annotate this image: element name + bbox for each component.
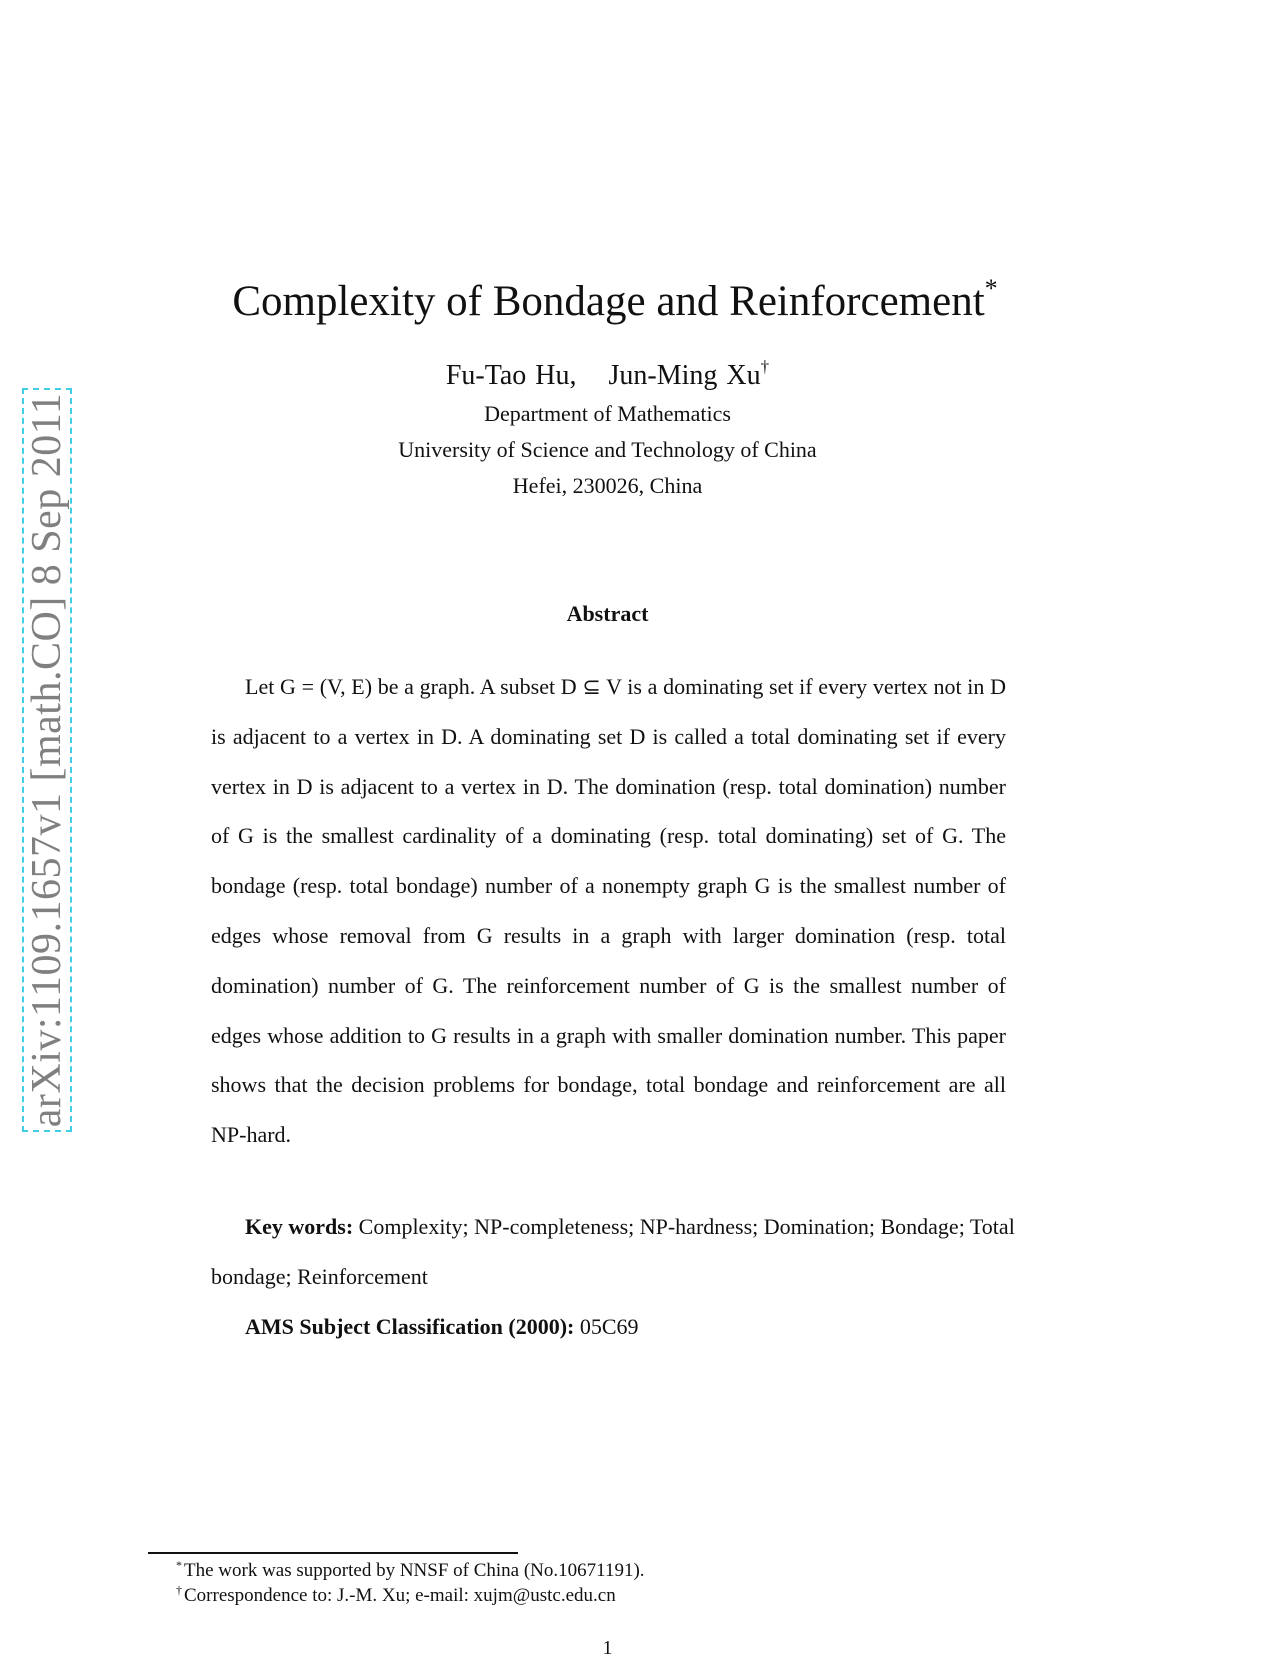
keywords-text: Complexity; NP-completeness; NP-hardness; Domination; Bondage; Total bondage; Reinforcement: [211, 1214, 1015, 1289]
ams-label: AMS Subject Classification (2000):: [245, 1314, 575, 1339]
keywords: [211, 1202, 1051, 1302]
affiliation-city: Hefei, 230026, China: [512, 473, 703, 498]
footnote-correspondence: [176, 1584, 1076, 1608]
footnote-funding: [176, 1559, 1076, 1583]
keywords-label: Key words:: [245, 1214, 354, 1239]
author-line: [0, 359, 1215, 393]
footnote-rule: [148, 1552, 518, 1554]
title-footnote-mark: *: [984, 274, 998, 303]
footnote-1-text: The work was supported by NNSF of China (No.10671191).: [184, 1560, 645, 1581]
abstract-body: Let G = (V, E) be a graph. A subset D ⊆ V is a dominating set if every vertex not in D is adjacent to a vertex in D. A dominating set D is called a total dominating set if every vertex in D is adjacent to a vertex in D. The domination (resp. total domination) number of G is the smallest cardinality of a dominating (resp. total dominating) set of G. The bondage (resp. total bondage) number of a nonempty graph G is the smallest number of edges whose removal from G results in a graph with larger domination (resp. total domination) number of G. The reinforcement number of G is the smallest number of edges whose addition to G results in a graph with smaller domination number. This paper shows that the decision problems for bondage, total bondage and reinforcement are all NP-hard.: [211, 674, 1006, 1148]
arxiv-stamp-text: arXiv:1109.1657v1 [math.CO] 8 Sep 2011: [24, 392, 71, 1128]
author-2-mark: †: [760, 357, 770, 376]
abstract-heading: Abstract: [566, 601, 649, 626]
page-number: 1: [602, 1637, 613, 1659]
ams-classification: [211, 1302, 1051, 1352]
author-1: Fu-Tao Hu,: [445, 360, 577, 391]
paper-title: [0, 276, 1230, 328]
ams-value: 05C69: [579, 1314, 639, 1339]
footnote-1-mark: *: [176, 1558, 182, 1572]
paper-title-text: Complexity of Bondage and Reinforcement: [232, 278, 985, 325]
author-2: Jun-Ming Xu: [608, 360, 761, 391]
affiliation-university: University of Science and Technology of China: [398, 437, 817, 462]
affiliation-department: Department of Mathematics: [484, 401, 731, 426]
footnote-2-text: Correspondence to: J.-M. Xu; e-mail: xujm@ustc.edu.cn: [184, 1585, 616, 1606]
footnote-2-mark: †: [176, 1583, 182, 1597]
